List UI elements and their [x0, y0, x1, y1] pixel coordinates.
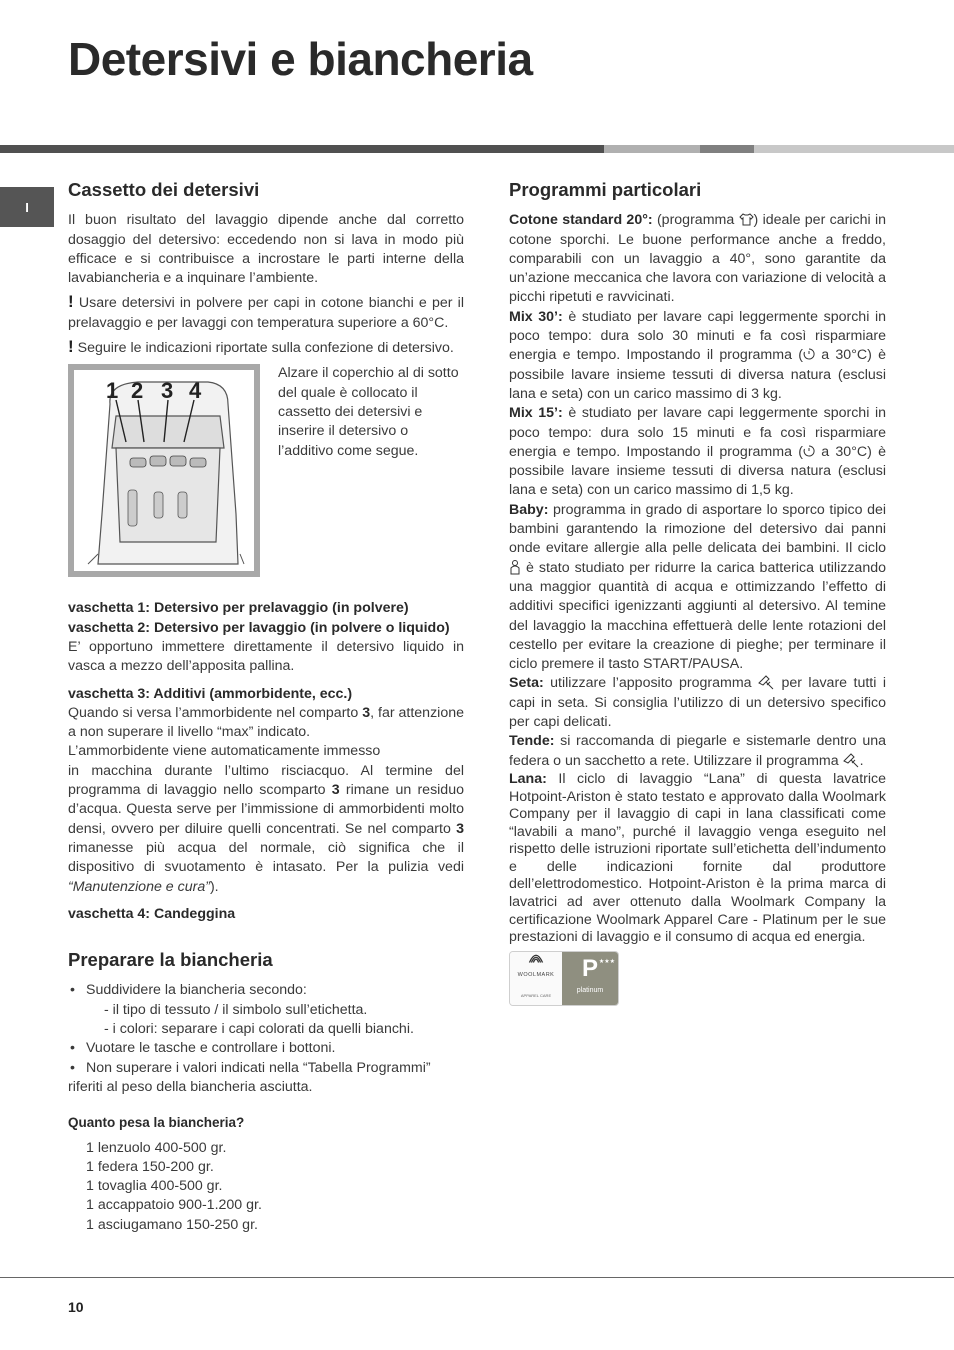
detergent-drawer-illustration: [68, 364, 260, 577]
list-item: 1 accappatoio 900-1.200 gr.: [86, 1197, 262, 1214]
tray-3-text-a: Quando si versa l’ammorbidente nel comparto 3, far attenzione a non superare il livello “max” indicato.: [68, 704, 464, 741]
manutenzione-link: “Manutenzione e cura”: [68, 878, 210, 895]
program-baby: Baby: programma in grado di asportare lo sporco tipico dei bambini garantendo la rimozione del detersivo dai panni onde evitare allergie alla pelle delicata dei bambini. Il ciclo è stato studiato per ridurre la carica batterica utilizzando una maggior quantità di acqua e ottimizzando l’effetto di additivi specifici igenizzanti aggiunti al detersivo. Al temine del lavaggio la macchina effettuerà delle lente rotazioni del cestello per evitare la creazione di pieghe; per terminare il ciclo premere il tasto START/PAUSA.: [509, 501, 886, 673]
program-mix30: Mix 30’: è studiato per lavare capi leggermente sporchi in poco tempo: dura solo 30 minuti e fa così risparmiare energia e tempo. Impostando il programma ( a 30°C) è possibile lavare insieme tessuti di diversa natura (esclusi lana e seta) con un carico massimo di 3 kg.: [509, 308, 887, 402]
preparation-list: [68, 981, 464, 1077]
list-item: • Suddividere la biancheria secondo: - il tipo di tessuto / il simbolo sull’etichetta. - i colori: separare i capi colorati da quelli bianchi.: [68, 981, 464, 1039]
footer-rule: [0, 1277, 954, 1278]
woolmark-logo: WOOLMARK APPAREL CARE: [510, 952, 562, 1005]
tray-1-label: vaschetta 1: Detersivo per prelavaggio (in polvere): [68, 600, 409, 617]
shirt-icon: [739, 213, 754, 226]
header-bar-pale: [754, 145, 954, 153]
right-column: [509, 180, 886, 1006]
woolmark-icon: [524, 952, 548, 966]
silk-icon: [843, 753, 860, 768]
page-number: 10: [68, 1299, 84, 1315]
warning-icon: !: [68, 292, 74, 312]
list-item: 1 federa 150-200 gr.: [86, 1158, 214, 1175]
list-continuation: riferiti al peso della biancheria asciutta.: [68, 1078, 313, 1095]
timer-icon: [803, 445, 815, 457]
woolmark-platinum-logo: [509, 951, 619, 1006]
drawer-figure-row: [68, 364, 464, 577]
program-seta: Seta: utilizzare l’apposito programma per lavare tutti i capi in seta. Si consiglia l’utilizzo di un detersivo specifico per capi delicati.: [509, 675, 886, 731]
tray-3-text-b: L’ammorbidente viene automaticamente immesso: [68, 743, 381, 760]
header-bar-dark: [0, 145, 604, 153]
tray-2-label: vaschetta 2: Detersivo per lavaggio (in polvere o liquido): [68, 619, 450, 636]
tray-4-label: vaschetta 4: Candeggina: [68, 905, 236, 922]
program-tende: Tende: si raccomanda di piegarle e sistemarle dentro una federa o un sacchetto a rete. Utilizzare il programma .: [509, 733, 886, 769]
program-mix15: Mix 15’: è studiato per lavare capi leggermente sporchi in poco tempo: dura solo 15 minuti e fa così risparmiare energia e tempo. Impostando il programma ( a 30°C) è possibile lavare insieme tessuti di diversa natura (esclusi lana e seta) con un carico massimo di 1,5 kg.: [509, 405, 887, 499]
section-heading-programmi: Programmi particolari: [509, 179, 702, 200]
list-item: 1 tovaglia 400-500 gr.: [86, 1178, 223, 1195]
tray-2-text: E’ opportuno immettere direttamente il detersivo liquido in vasca a mezzo dell’apposita pallina.: [68, 638, 464, 675]
header-bar-light: [604, 145, 700, 153]
weights-heading: Quanto pesa la biancheria?: [68, 1115, 245, 1131]
section-heading-cassetto: Cassetto dei detersivi: [68, 179, 260, 200]
figure-caption: Alzare il coperchio al di sotto del quale è collocato il cassetto dei detersivi e inserire il detersivo o l’additivo come segue.: [278, 365, 459, 459]
warning-1: ! Usare detersivi in polvere per capi in cotone bianchi e per il prelavaggio e per lavaggi con temperatura superiore a 60°C.: [68, 292, 464, 331]
figure-label-4: 4: [189, 378, 202, 404]
tray-3-text-c: in macchina durante l’ultimo risciacquo. Al termine del programma di lavaggio nello scomparto 3 rimane un residuo d’acqua. Questa serve per l’immissione di ammorbidenti molto densi, ovvero per diluire quelli concentrati. Se nel comparto 3 rimanesse più acqua del normale, ciò significa che il dispositivo di svuotamento è intasato. Per la pulizia vedi “Manutenzione e cura”).: [68, 762, 464, 895]
section-heading-preparare: Preparare la biancheria: [68, 949, 273, 971]
list-item: 1 asciugamano 150-250 gr.: [86, 1216, 258, 1233]
tray-3-label: vaschetta 3: Additivi (ammorbidente, ecc.): [68, 685, 353, 702]
page-title: Detersivi e biancheria: [68, 33, 533, 85]
sub-item: - il tipo di tessuto / il simbolo sull’etichetta.: [104, 1001, 368, 1018]
figure-label-2: 2: [131, 378, 144, 404]
baby-icon: [509, 559, 521, 575]
header-bar-mid: [700, 145, 754, 153]
language-tab: I: [0, 187, 54, 227]
program-lana: Lana: Il ciclo di lavaggio “Lana” di questa lavatrice Hotpoint-Ariston è stato testato e approvato dalla Woolmark Company per il lavaggio di capi in lana classificati come “lavabili a mano”, purché il lavaggio venga eseguito nel rispetto delle istruzioni riportate sull’etichetta dell’indumento e delle indicazioni fornite dal produttore dell’elettrodomestico. Hotpoint-Ariston è la prima marca di lavatrici ad aver ottenuto dalla Woolmark Company la certificazione Woolmark Apparel Care - Platinum per le sue prestazioni di lavaggio e il consumo di acqua ed energia.: [509, 770, 886, 946]
silk-icon: [758, 675, 775, 690]
intro-paragraph: Il buon risultato del lavaggio dipende anche dal corretto dosaggio del detersivo: eccedendo non si lava in modo più efficace e si contribuisce a incrostare le parti interne della lavabiancheria e a inquinare l’ambiente.: [68, 212, 464, 287]
left-column: [68, 180, 464, 1235]
warning-2: ! Seguire le indicazioni riportate sulla confezione di detersivo.: [68, 337, 454, 357]
sub-item: - i colori: separare i capi colorati da quelli bianchi.: [104, 1021, 414, 1038]
warning-icon: !: [68, 337, 74, 357]
weights-list: [68, 1139, 464, 1235]
list-item: 1 lenzuolo 400-500 gr.: [86, 1139, 227, 1156]
list-item: • Non superare i valori indicati nella “Tabella Programmi”: [68, 1059, 464, 1078]
figure-label-1: 1: [106, 378, 119, 404]
list-item: • Vuotare le tasche e controllare i bottoni.: [68, 1039, 464, 1058]
figure-label-3: 3: [161, 378, 174, 404]
platinum-badge: ★★★ P platinum: [562, 952, 618, 1005]
program-cotone: Cotone standard 20°: (programma ) ideale per carichi in cotone sporchi. Le buone performance anche a freddo, comparabili con un lavaggio a 40°, sono garantite da un’azione meccanica che lavora con variazione di velocità a picchi ripetuti e ravvicinati.: [509, 212, 886, 306]
timer-icon: [803, 348, 815, 360]
